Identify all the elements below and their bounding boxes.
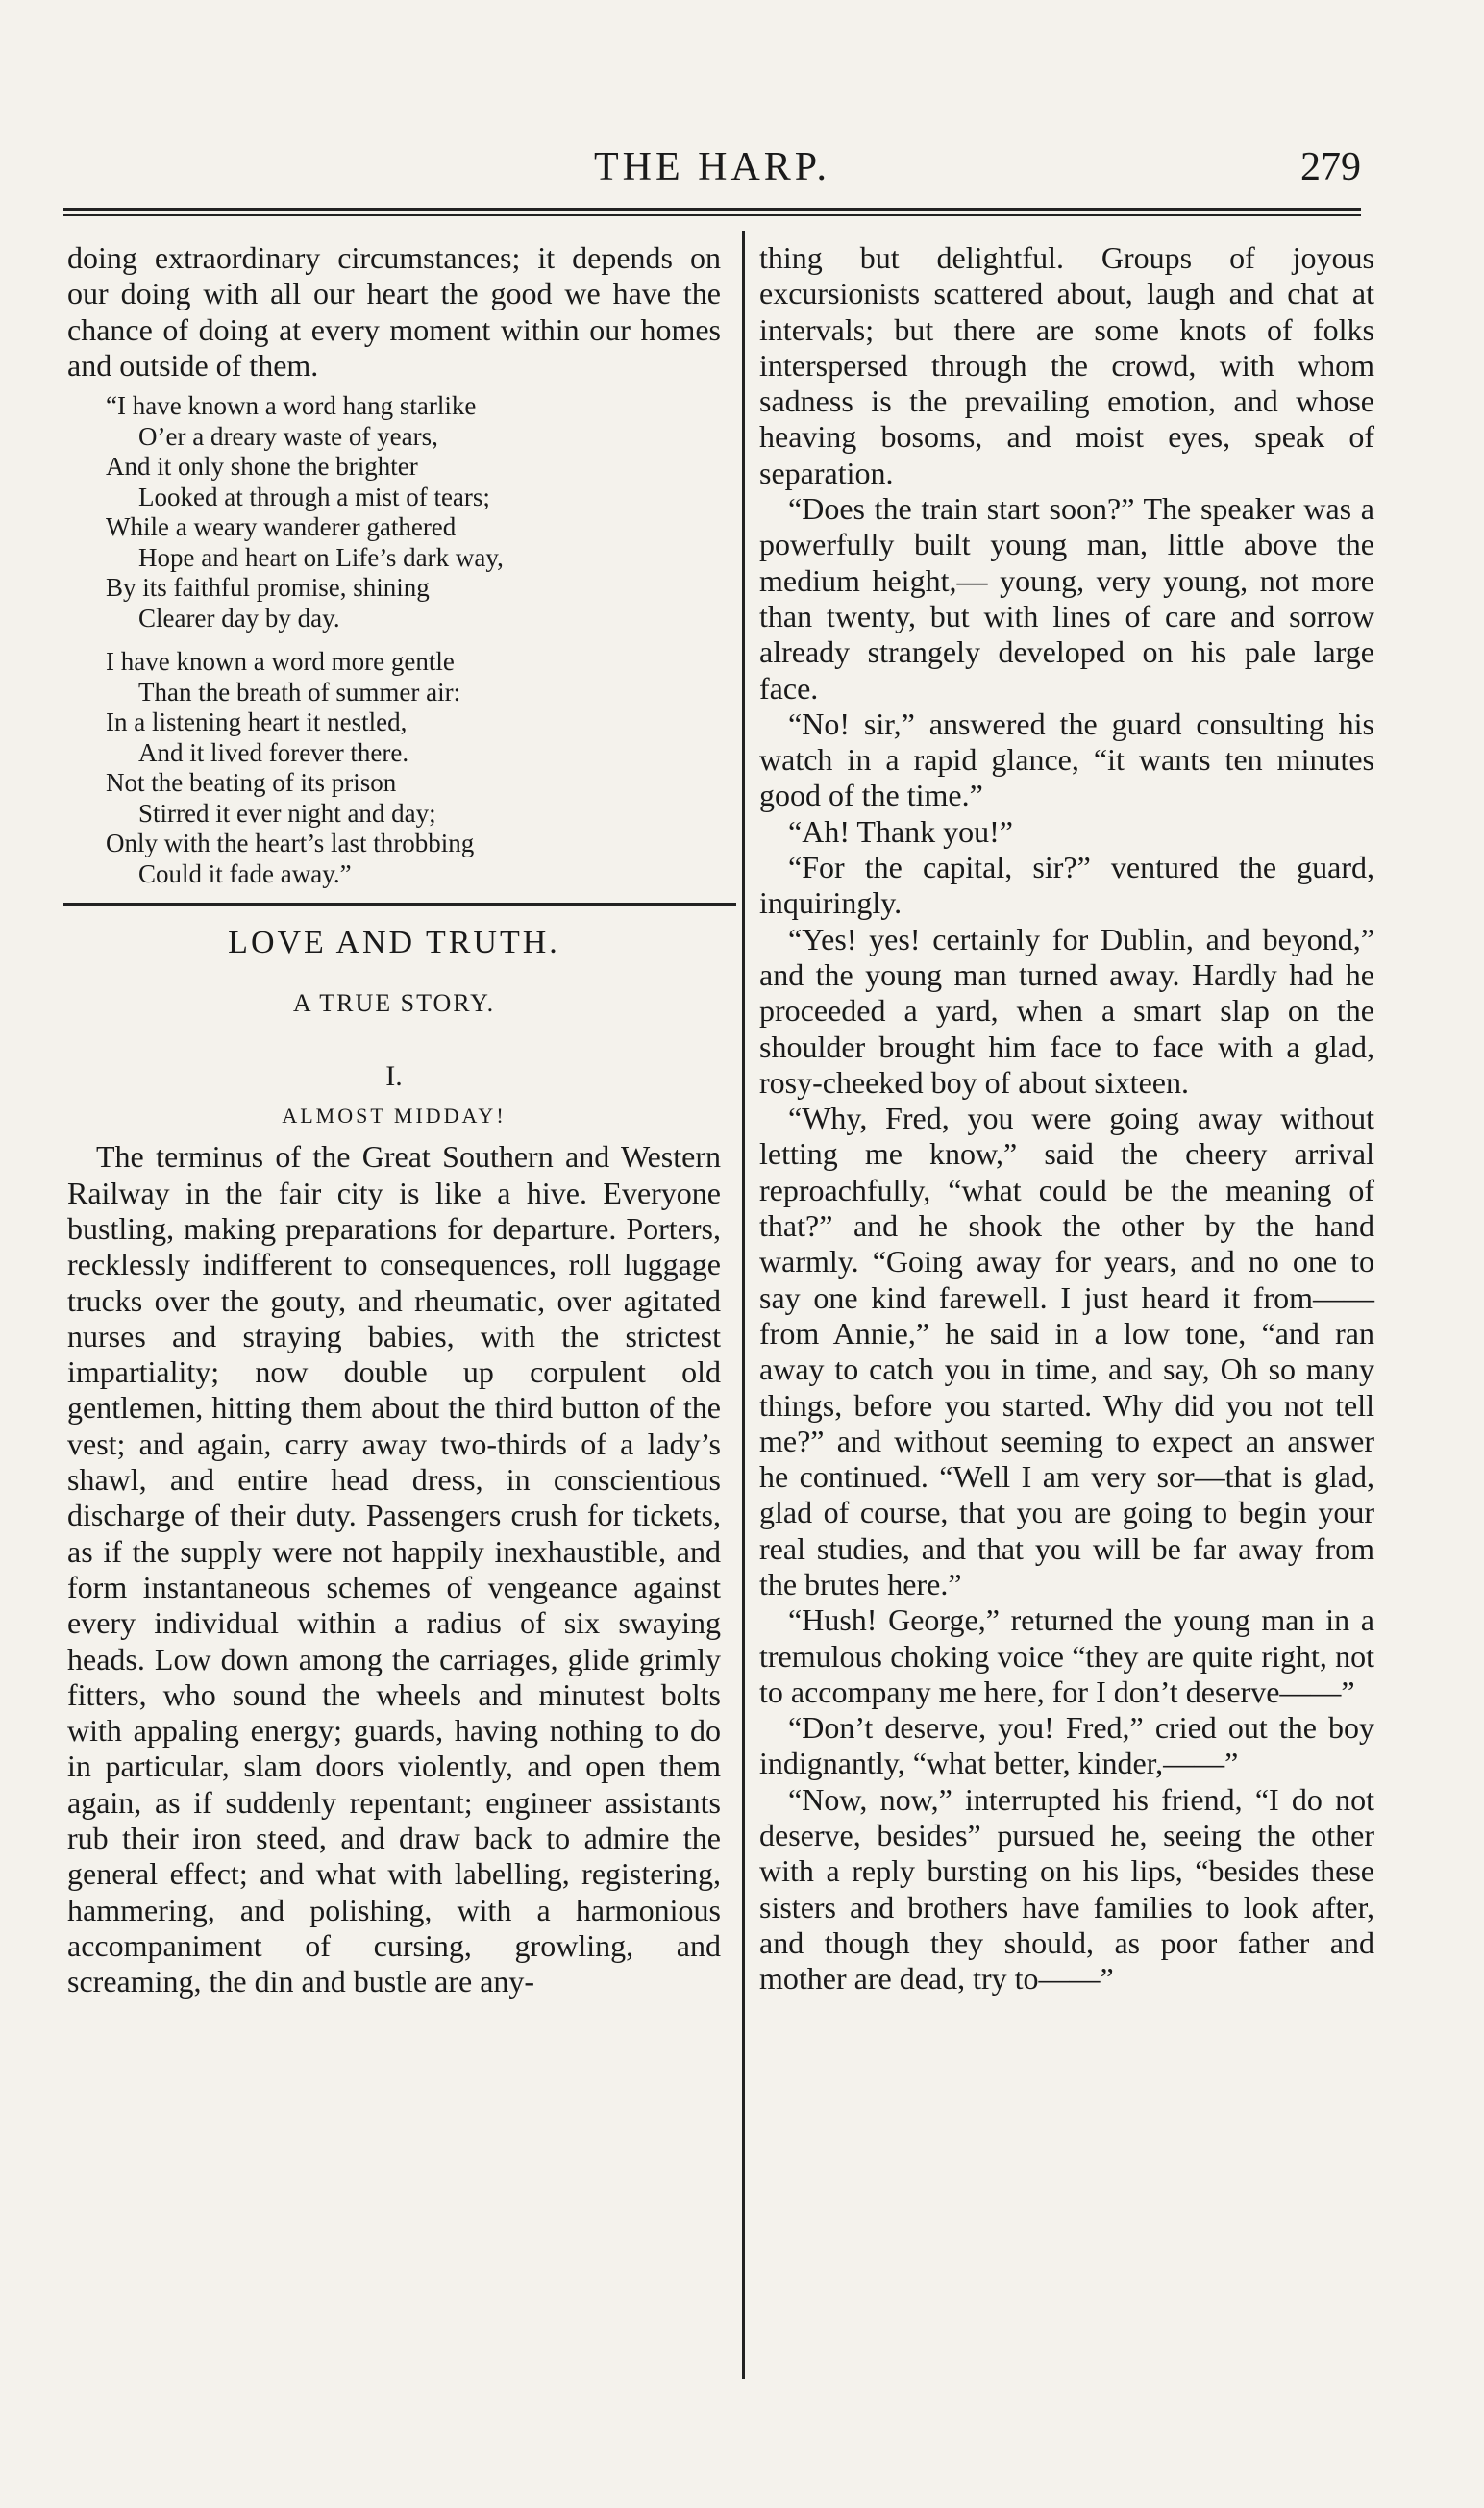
header-rule-thin — [63, 214, 1361, 216]
article-subtitle: A TRUE STORY. — [292, 989, 496, 1018]
body-paragraph: “Why, Fred, you were going away without letting me know,” said the cheery arrival reproachfully, “what could be the meaning of that?” and he shook the other by the hand warmly. “Going away for years, and no one to say one kind farewell. I just heard it from——from Annie,” he said in a low tone, “and ran away to catch you in time, and say, Oh so many things, before you started. Why did you not tell me?” and without seeming to expect an answer he continued. “Well I am very sor—that is glad, glad of course, that you are going to begin your real studies, and that you will be far away from the brutes here.” — [759, 1101, 1374, 1602]
poem-line: Stirred it ever night and day; — [138, 798, 436, 828]
body-paragraph: “Don’t deserve, you! Fred,” cried out the boy indignantly, “what better, kinder,——” — [759, 1710, 1374, 1781]
poem-stanza — [106, 391, 721, 633]
column-divider — [742, 231, 745, 2379]
section-rule — [63, 903, 736, 906]
body-paragraph: “For the capital, sir?” ventured the guard, inquiringly. — [759, 850, 1374, 921]
poem-line: O’er a dreary waste of years, — [138, 421, 438, 451]
poem-line: Clearer day by day. — [138, 603, 340, 633]
poem-stanza — [106, 647, 721, 889]
page-header — [63, 144, 1361, 202]
poem-line: Looked at through a mist of tears; — [138, 482, 490, 511]
body-paragraph: “Yes! yes! certainly for Dublin, and beyond,” and the young man turned away. Hardly had he proceeded a yard, when a smart slap on the shoulder brought him face to face with a glad, rosy-cheeked boy of about sixteen. — [759, 921, 1374, 1100]
body-paragraph: “Does the train start soon?” The speaker was a powerfully built young man, little above the medium height,— young, very young, not more than twenty, but with lines of care and sorrow already strangely developed on his pale large face. — [759, 491, 1374, 706]
poem-line: “I have known a word hang starlike — [106, 391, 477, 421]
body-paragraph: The terminus of the Great Southern and Western Railway in the fair city is like a hive. Everyone bustling, making preparations for departure. Porters, recklessly indifferent to consequences, roll luggage trucks over the gouty, and rheumatic, over agitated nurses and straying babies, with the strictest impartiality; now double up corpulent old gentlemen, hitting them about the third button of the vest; and again, carry away two-thirds of a lady’s shawl, and entire head dress, in conscientious discharge of their duty. Passengers crush for tickets, as if the supply were not happily inexhaustible, and form instantaneous schemes of vengeance against every individual within a radius of six swaying heads. Low down among the carriages, glide grimly fitters, who sound the wheels and minutest bolts with appaling energy; guards, having nothing to do in particular, slam doors violently, and open them again, as if suddenly repentant; engineer assistants rub their iron steed, and draw back to admire the general effect; and what with labelling, registering, hammering, and polishing, with a harmonious accompaniment of cursing, growling, and screaming, the din and bustle are any- — [67, 1139, 721, 1999]
header-rule — [63, 208, 1361, 211]
chapter-heading: ALMOST MIDDAY! — [282, 1104, 507, 1129]
poem-line: Hope and heart on Life’s dark way, — [138, 542, 504, 572]
page-number: 279 — [1300, 145, 1361, 189]
poem-line: I have known a word more gentle — [106, 647, 455, 677]
body-paragraph: “Now, now,” interrupted his friend, “I do not deserve, besides” pursued he, seeing the other with a reply bursting on his lips, “besides these sisters and brothers have families to look after, and though they should, as poor father and mother are dead, try to——” — [759, 1781, 1374, 1997]
poem-line: By its faithful promise, shining — [106, 573, 430, 603]
chapter-number: I. — [385, 1059, 403, 1092]
right-column — [759, 240, 1374, 1998]
intro-paragraph: doing extraordinary circumstances; it depends on our doing with all our heart the good we have the chance of doing at every moment within our homes and outside of them. — [67, 240, 721, 383]
poem-line: Only with the heart’s last throbbing — [106, 829, 475, 858]
poem-line: In a listening heart it nestled, — [106, 708, 408, 737]
poem — [106, 391, 721, 889]
poem-line: While a weary wanderer gathered — [106, 512, 457, 542]
poem-line: Could it fade away.” — [138, 858, 352, 888]
running-title: THE HARP. — [593, 145, 831, 189]
poem-line: And it lived forever there. — [138, 737, 409, 767]
poem-line: And it only shone the brighter — [106, 452, 418, 482]
body-paragraph: “Ah! Thank you!” — [788, 813, 1013, 849]
body-paragraph: thing but delightful. Groups of joyous excursionists scattered about, laugh and chat at intervals; but there are some knots of folks interspersed through the crowd, with whom sadness is the prevailing emotion, and whose heaving bosoms, and moist eyes, speak of separation. — [759, 240, 1374, 490]
article-title: LOVE AND TRUTH. — [228, 925, 560, 961]
poem-line: Than the breath of summer air: — [138, 677, 461, 707]
body-paragraph: “No! sir,” answered the guard consulting his watch in a rapid glance, “it wants ten minutes good of the time.” — [759, 706, 1374, 813]
body-paragraph: “Hush! George,” returned the young man in a tremulous choking voice “they are quite right, not to accompany me here, for I don’t deserve——” — [759, 1602, 1374, 1709]
poem-line: Not the beating of its prison — [106, 768, 397, 798]
left-column — [67, 240, 721, 2000]
